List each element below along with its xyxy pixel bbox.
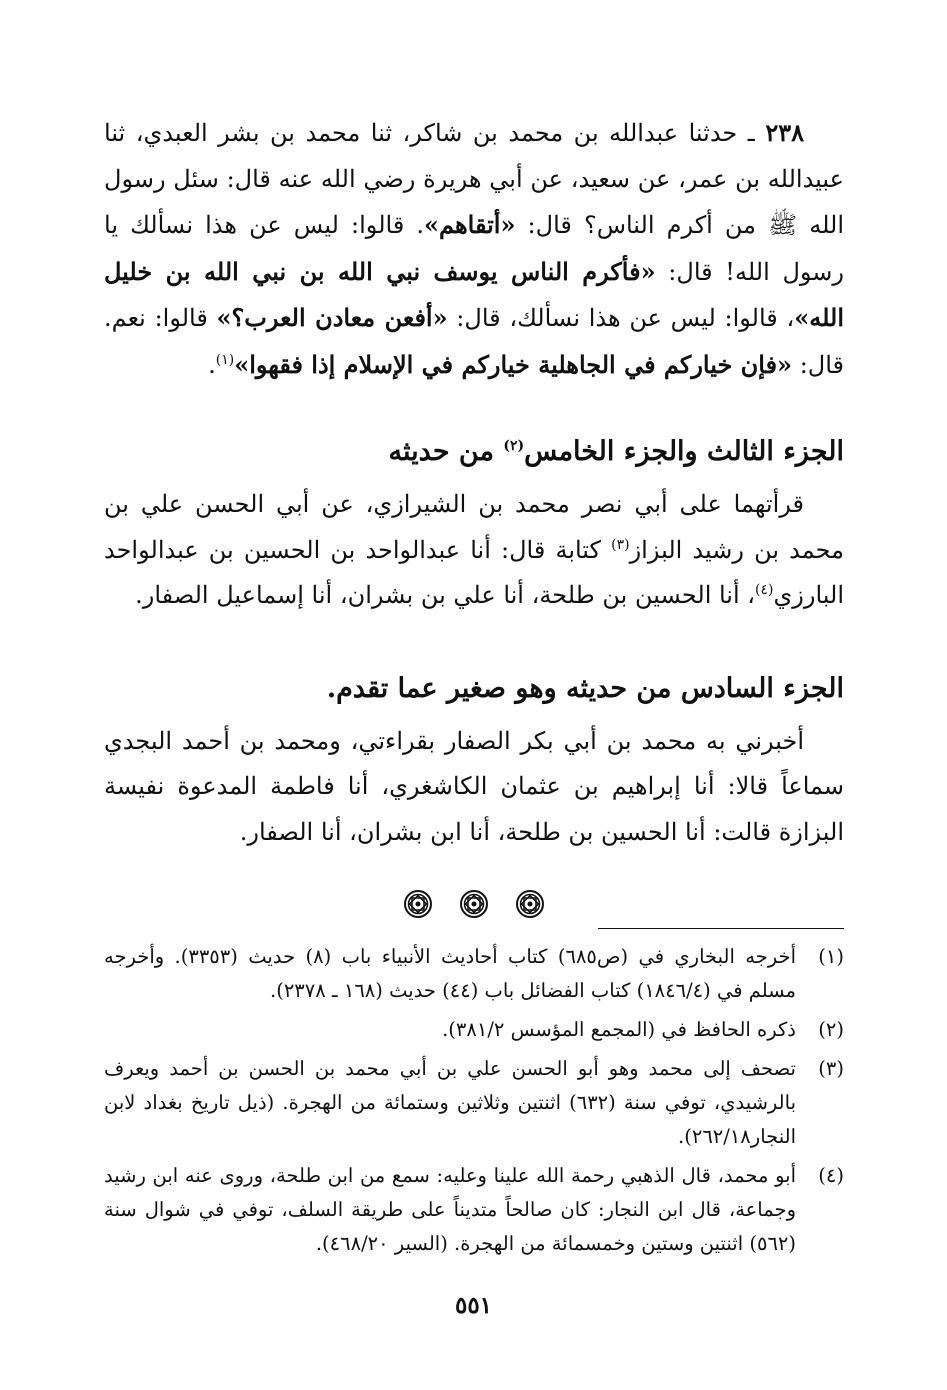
footnote-ref: (١)	[215, 351, 235, 368]
footnote-text: أبو محمد، قال الذهبي رحمة الله علينا وعليه: سمع من ابن طلحة، وروى عنه ابن رشيد وجماعة، قال ابن النجار: كان صالحاً متديناً على طريقة السلف، توفي في شوال سنة (٥٦٢) اثنتين وستين وخمسمائة من الهجرة. (السير ٤٦٨/٢٠).	[104, 1164, 796, 1255]
prophet-quote: «فإن خياركم في الجاهلية خياركم في الإسلام إذا فقهوا»	[234, 349, 793, 379]
footnote-number: (٢)	[818, 1018, 844, 1041]
rosette-ornament-icon	[403, 889, 433, 919]
hadith-number: ٢٣٨	[765, 118, 804, 147]
footnote-ref: (٣)	[611, 536, 630, 553]
footnote-text: تصحف إلى محمد وهو أبو الحسن علي بن أبي محمد بن الحسن بن أحمد ويعرف بالرشيدي، توفي سنة (٦٣٢) اثنتين وثلاثين وستمائة من الهجرة. (ذيل تاريخ بغداد لابن النجار٢٦٢/١٨).	[104, 1057, 796, 1148]
section-paragraph: قرأتهما على أبي نصر محمد بن الشيرازي، عن أبي الحسن علي بن محمد بن رشيد البزاز$^{(٣)}$ كتابة قال: أنا عبدالواحد بن الحسين بن عبدالواحد البارزي$^{(٤)}$، أنا الحسين بن طلحة، أنا علي بن بشران، أنا إسماعيل الصفار.	[104, 490, 844, 609]
footnote-text: أخرجه البخاري في (ص٦٨٥) كتاب أحاديث الأنبياء باب (٨) حديث (٣٣٥٣). وأخرجه مسلم في (١٨٤٦/٤) كتاب الفضائل باب (٤٤) حديث (١٦٨ ـ ٢٣٧٨).	[104, 945, 796, 1002]
footnote	[104, 1013, 844, 1047]
main-text	[104, 110, 844, 919]
footnote	[104, 940, 844, 1008]
section-paragraph: أخبرني به محمد بن أبي بكر الصفار بقراءتي، ومحمد بن أحمد البجدي سماعاً قالا: أنا إبراهيم بن عثمان الكاشغري، أنا فاطمة المدعوة نفيسة البزازة قالت: أنا الحسين بن طلحة، أنا ابن بشران، أنا الصفار.	[104, 726, 844, 846]
prophet-quote: «أفعن معادن العرب؟»	[216, 303, 448, 332]
hadith-paragraph: ٢٣٨ ـ حدثنا عبدالله بن محمد بن شاكر، ثنا محمد بن بشر العبدي، ثنا عبيدالله بن عمر، عن سعيد، عن أبي هريرة رضي الله عنه قال: سئل رسول الله ﷺ من أكرم الناس؟ قال: «أتقاهم». قالوا: ليس عن هذا نسألك يا رسول الله! قال: «فأكرم الناس يوسف نبي الله بن نبي الله بن خليل الله»، قالوا: ليس عن هذا نسألك، قال: «أفعن معادن العرب؟» قالوا: نعم. قال: «فإن خياركم في الجاهلية خياركم في الإسلام إذا فقهوا»$^{(١)}$.	[104, 118, 845, 379]
page-number: ٥٥١	[454, 1292, 493, 1319]
ornament-row	[104, 889, 844, 919]
rosette-ornament-icon	[515, 889, 545, 919]
footnote-number: (٣)	[818, 1057, 844, 1080]
footnote-separator	[598, 928, 844, 929]
footnote-ref: (٢)	[503, 438, 525, 454]
section-heading: الجزء الثالث والجزء الخامس$^{(٢)}$ من حديثه	[388, 436, 844, 467]
prophet-quote: «فأكرم الناس يوسف نبي الله بن نبي الله بن خليل الله»	[104, 256, 845, 332]
prophet-quote: «أتقاهم»	[424, 210, 516, 239]
footnotes	[104, 940, 844, 1266]
footnote	[104, 1159, 844, 1261]
rosette-ornament-icon	[459, 889, 489, 919]
footnote	[104, 1052, 844, 1154]
footnote-number: (١)	[818, 945, 844, 968]
footnote-number: (٤)	[818, 1164, 844, 1187]
footnote-text: ذكره الحافظ في (المجمع المؤسس ٣٨١/٢).	[442, 1018, 796, 1041]
footnote-ref: (٤)	[755, 582, 774, 598]
section-heading: الجزء السادس من حديثه وهو صغير عما تقدم.	[326, 672, 844, 704]
